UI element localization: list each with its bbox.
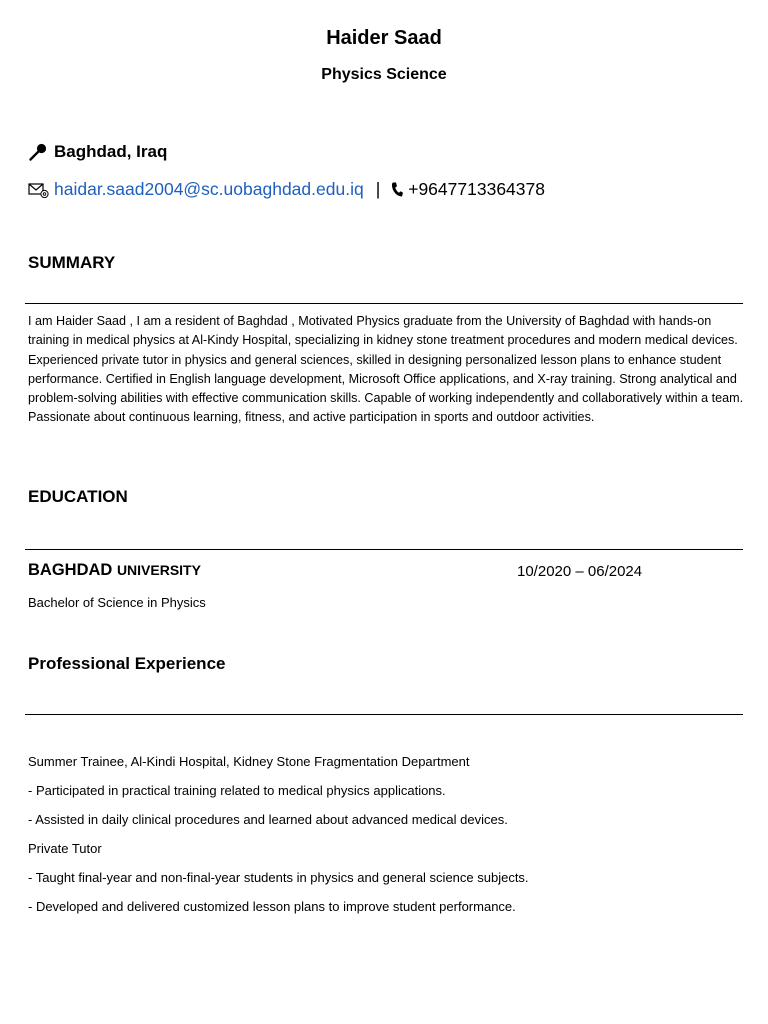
education-heading: EDUCATION: [28, 487, 128, 506]
resume-name: Haider Saad: [326, 27, 442, 49]
experience-line: - Participated in practical training related to medical physics applications.: [28, 783, 446, 798]
school-name-rest: UNIVERSITY: [116, 562, 201, 578]
school-name: [28, 561, 201, 580]
experience-line: Private Tutor: [28, 841, 102, 856]
experience-heading: Professional Experience: [28, 654, 226, 673]
resume-subtitle: Physics Science: [321, 66, 447, 83]
summary-heading: SUMMARY: [28, 253, 116, 272]
email-link[interactable]: haidar.saad2004@sc.uobaghdad.edu.iq: [54, 179, 364, 199]
contact-line: [28, 179, 545, 200]
education-divider: [25, 549, 743, 550]
school-name-main: BAGHDAD: [28, 561, 113, 579]
summary-text: I am Haider Saad , I am a resident of Baghdad , Motivated Physics graduate from the University of Baghdad with hands-on training in medical physics at Al-Kindy Hospital, specializing in kidney stone treatment procedures and modern medical devices. Experienced private tutor in physics and general sciences, skilled in designing personalized lesson plans to enhance student performance. Certified in English language development, Microsoft Office applications, and X-ray training. Strong analytical and problem-solving abilities with effective communication skills. Capable of working independently and collaboratively within a team. Passionate about continuous learning, fitness, and active participation in sports and outdoor activities.: [28, 314, 744, 425]
location-text: Baghdad, Iraq: [54, 142, 168, 161]
degree-text: Bachelor of Science in Physics: [28, 595, 206, 610]
pin-icon: [28, 142, 48, 162]
experience-divider: [25, 714, 743, 715]
contact-separator: |: [375, 179, 381, 199]
education-dates: 10/2020 – 06/2024: [517, 563, 643, 580]
experience-line: - Developed and delivered customized lesson plans to improve student performance.: [28, 899, 516, 914]
experience-line: - Taught final-year and non-final-year students in physics and general science subjects.: [28, 870, 529, 885]
experience-line: Summer Trainee, Al-Kindi Hospital, Kidney Stone Fragmentation Department: [28, 754, 470, 769]
summary-divider: [25, 303, 743, 304]
location-line: [28, 142, 167, 162]
phone-icon: [390, 181, 404, 198]
envelope-icon: [28, 182, 49, 198]
experience-line: - Assisted in daily clinical procedures and learned about advanced medical devices.: [28, 812, 508, 827]
phone-number: +9647713364378: [408, 179, 545, 199]
